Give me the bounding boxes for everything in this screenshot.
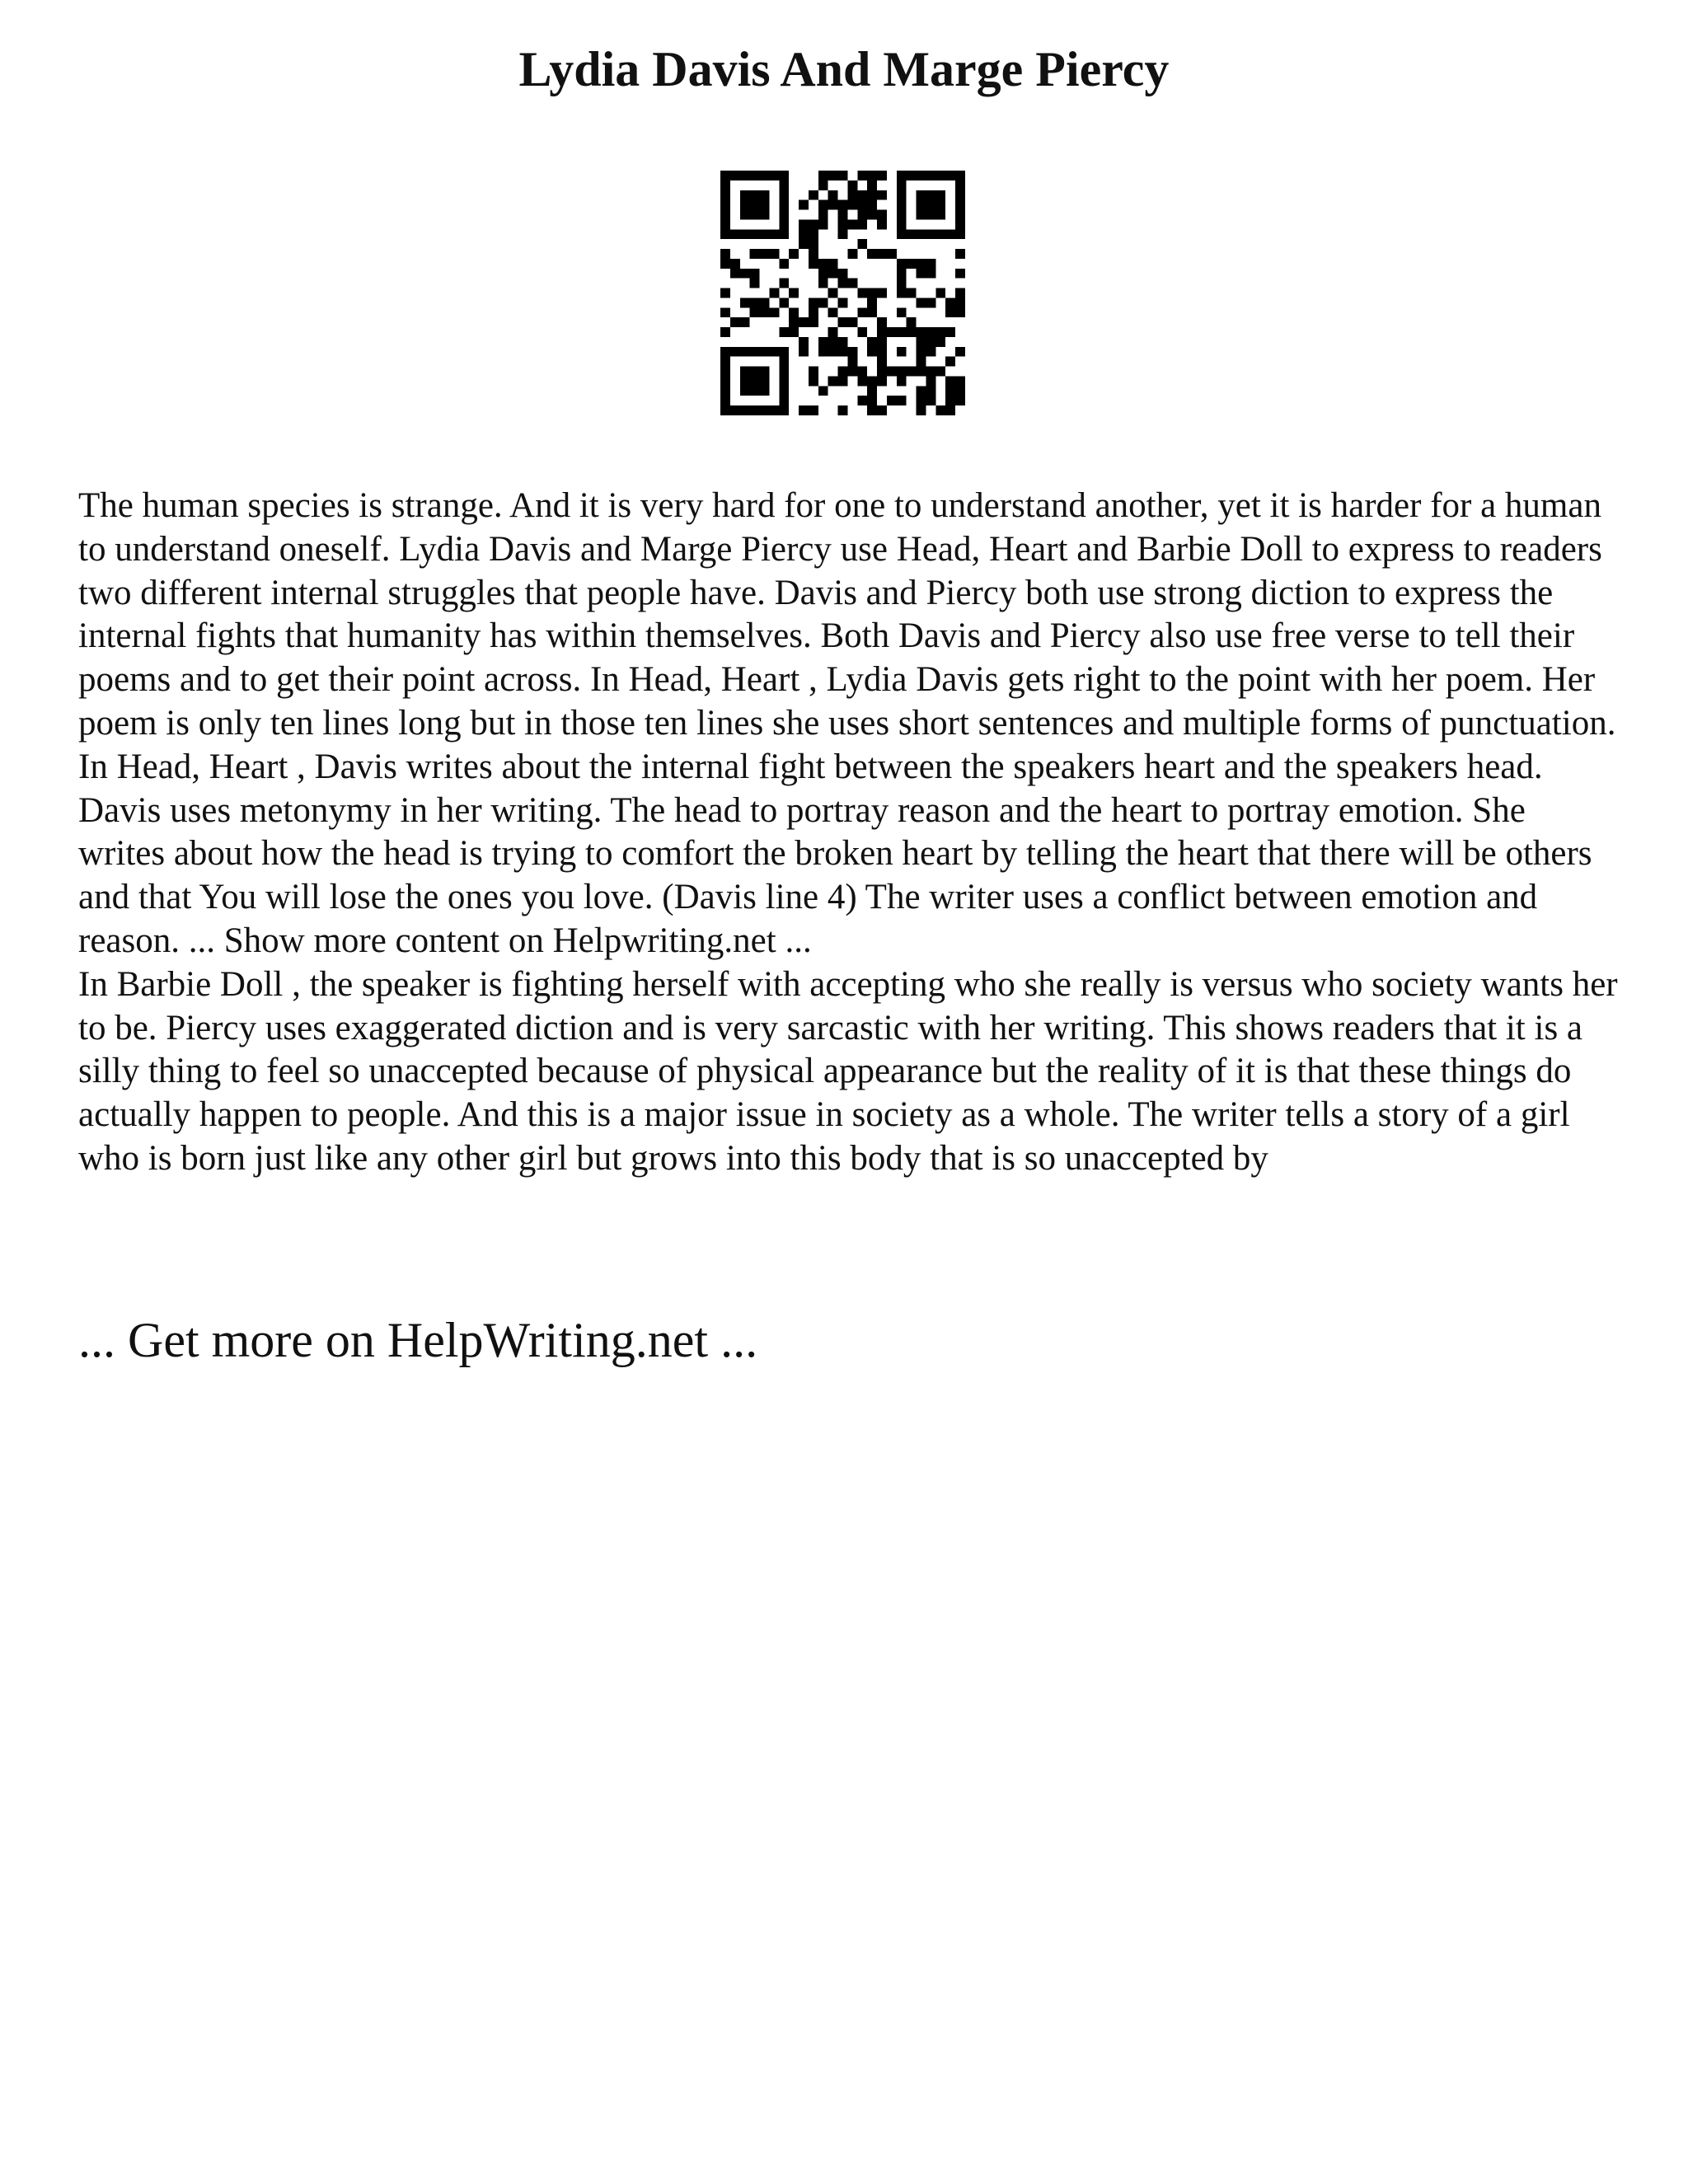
qr-code-icon: [720, 171, 965, 415]
paragraph: In Barbie Doll , the speaker is fighting herself with accepting who she really is versus who society wants her to be. Piercy uses exaggerated diction and is very sarcastic with her writing. This shows readers that it is a silly thing to feel so unaccepted because of physical appearance but the reality of it is that these things do actually happen to people. And this is a major issue in society as a whole. The writer tells a story of a girl who is born just like any other girl but grows into this body that is so unaccepted by: [78, 964, 1618, 1178]
article-body: [78, 485, 1620, 1181]
page-title: Lydia Davis And Marge Piercy: [518, 42, 1170, 96]
get-more-link[interactable]: ... Get more on HelpWriting.net ...: [78, 1313, 758, 1367]
paragraph: The human species is strange. And it is very hard for one to understand another, yet it is harder for a human to understand oneself. Lydia Davis and Marge Piercy use Head, Heart and Barbie Doll to express to readers two different internal struggles that people have. Davis and Piercy both use strong diction to express the internal fights that humanity has within themselves. Both Davis and Piercy also use free verse to tell their poems and to get their point across. In Head, Heart , Lydia Davis gets right to the point with her poem. Her poem is only ten lines long but in those ten lines she uses short sentences and multiple forms of punctuation. In Head, Heart , Davis writes about the internal fight between the speakers heart and the speakers head. Davis uses metonymy in her writing. The head to portray reason and the heart to portray emotion. She writes about how the head is trying to comfort the broken heart by telling the heart that there will be others and that You will lose the ones you love. (Davis line 4) The writer uses a conflict between emotion and reason. ... Show more content on Helpwriting.net ...: [78, 486, 1616, 960]
